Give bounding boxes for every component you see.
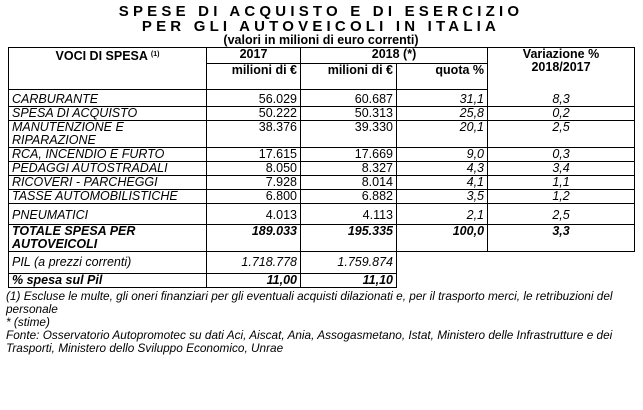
- title-units: (valori in milioni di euro correnti): [223, 33, 419, 47]
- source-note: Fonte: Osservatorio Autopromotec su dati Aci, Aiscat, Ania, Assogasmetano, Istat, Ministero delle Infrastrutture e dei: [6, 328, 613, 342]
- table-row: TASSE AUTOMOBILISTICHE 6.800 6.882 3,5 1,2: [9, 190, 635, 204]
- table-row: PEDAGGI AUTOSTRADALI 8.050 8.327 4,3 3,4: [9, 162, 635, 176]
- table-row: SPESA DI ACQUISTO 50.222 50.313 25,8 0,2: [9, 107, 635, 121]
- footnote-1: (1) Escluse le multe, gli oneri finanziari per gli eventuali acquisti dilazionati e, per il trasporto merci, le retribuzioni del: [6, 289, 613, 303]
- report-container: [6, 4, 636, 355]
- pil-row: PIL (a prezzi correnti) 1.718.778 1.759.874: [9, 252, 635, 274]
- header-2018: 2018 (*): [301, 48, 488, 64]
- header-voci-note: (1): [150, 51, 160, 58]
- footnote-estimates: * (stime): [6, 315, 50, 329]
- table-row: PNEUMATICI 4.013 4.113 2,1 2,5: [9, 204, 635, 225]
- title-line-1: SPESE DI ACQUISTO E DI ESERCIZIO: [118, 3, 524, 20]
- source-note-cont: Trasporti, Ministero dello Sviluppo Economico, Unrae: [6, 341, 284, 355]
- subheader-quota: quota %: [397, 63, 488, 90]
- table-row: RICOVERI - PARCHEGGI 7.928 8.014 4,1 1,1: [9, 176, 635, 190]
- table-row: RCA, INCENDIO E FURTO 17.615 17.669 9,0 0,3: [9, 148, 635, 162]
- header-variazione: Variazione % 2018/2017: [488, 48, 635, 90]
- table-row: MANUTENZIONE E RIPARAZIONE 38.376 39.330 20,1 2,5: [9, 121, 635, 148]
- footnote-1-cont: personale: [6, 302, 58, 316]
- subheader-2018: milioni di €: [301, 63, 397, 90]
- header-row: [9, 48, 635, 64]
- total-row: TOTALE SPESA PER AUTOVEICOLI 189.033 195.335 100,0 3,3: [9, 225, 635, 252]
- header-voci: VOCI DI SPESA $^{(1)}$: [9, 48, 207, 64]
- spese-table: [8, 47, 635, 288]
- pct-pil-row: % spesa sul Pil 11,00 11,10: [9, 274, 635, 288]
- header-2017: 2017: [207, 48, 301, 64]
- footnotes: [6, 290, 638, 355]
- subheader-2017: milioni di €: [207, 63, 301, 90]
- title-line-2: PER GLI AUTOVEICOLI IN ITALIA: [141, 18, 501, 35]
- table-row: CARBURANTE 56.029 60.687 31,1 8,3: [9, 90, 635, 107]
